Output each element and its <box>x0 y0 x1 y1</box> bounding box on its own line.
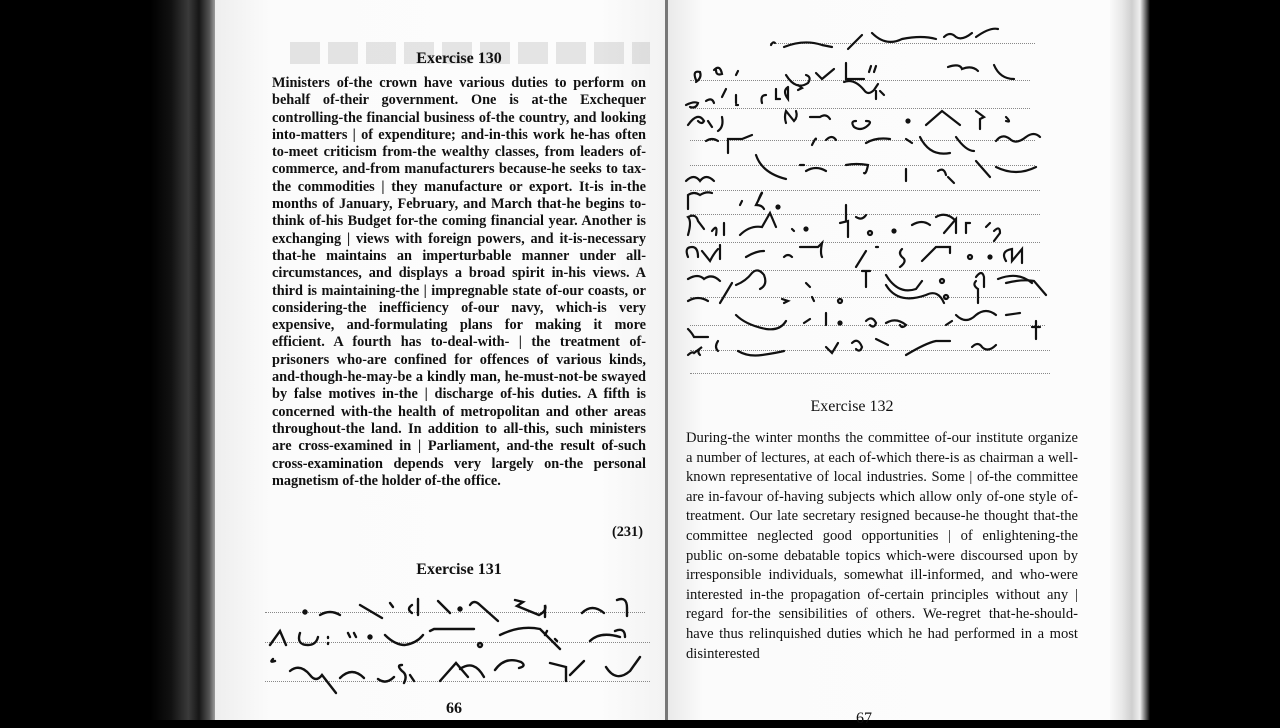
exercise-130-text <box>272 75 646 490</box>
exercise-131-title: Exercise 131 <box>416 561 502 578</box>
shorthand-strokes-icon <box>260 595 660 700</box>
exercise-132-paragraph: During-the winter months the committee of-our institute organize a number of lectures, at each of-which there-is as chairman a well-known representative of local industries. Some | of-the committee are in-favour of-having subjects which allow only of-one style of-treatment. Our late secretary resigned because-he thought that-the committee neglected good opportunities | of enlightening-the public on-some debatable topics which-were discoursed upon by irresponsible individuals, somewhat ill-informed, and who-were interested in-the propagation of-certain principles without any | regard for-the sensibilities of others. We-regret that-he-should-have thus relinquished duties which he had performed in a most disinterested <box>686 430 1078 662</box>
book-edge-left <box>150 0 220 720</box>
book-gutter <box>665 0 668 720</box>
page-number-right: 67 <box>856 710 872 727</box>
exercise-130-paragraph: Ministers of-the crown have various duties to perform on behalf of-their government. One is at-the Exchequer controlling-the financial business of-the country, and looking into-matters | of expenditure; and-in-this work he-has often to-meet criticism from-the wealthy classes, from leaders of-commerce, and-from manufacturers because-he seeks to tax-the commodities | they manufacture or export. It-is in-the months of January, February, and March that-he begins to-think of-his Budget for-the coming financial year. Another is exchanging | views with foreign powers, and it-is-necessary that-he maintains an imperturbable manner under all-circumstances, and displays a broad spirit in-his views. A third is maintaining-the | impregnable state of-our coasts, or considering-the inefficiency of-our navy, which-is very expensive, and-formulating plans for making it more efficient. A fourth has to-deal-with- | the treatment of-prisoners who-are confined for offences of various kinds, and-though-he-may-be a kindly man, he-must-not-be swayed by false motives in-the | discharge of-his duties. A fifth is concerned with-the health of metropolitan and other areas throughout-the land. In addition to all-this, such ministers are cross-examined in | Parliament, and-the result of-such cross-examination depends very largely on-the personal magnetism of-the holder of-the office. <box>272 75 646 489</box>
book-edge-right <box>1110 0 1150 720</box>
exercise-132-title: Exercise 132 <box>810 398 894 415</box>
exercise-132-text <box>686 429 1078 664</box>
word-count: (231) <box>612 524 643 540</box>
page-number-left: 66 <box>446 700 462 717</box>
exercise-130-title: Exercise 130 <box>416 50 502 67</box>
shorthand-strokes-icon <box>676 25 1076 385</box>
